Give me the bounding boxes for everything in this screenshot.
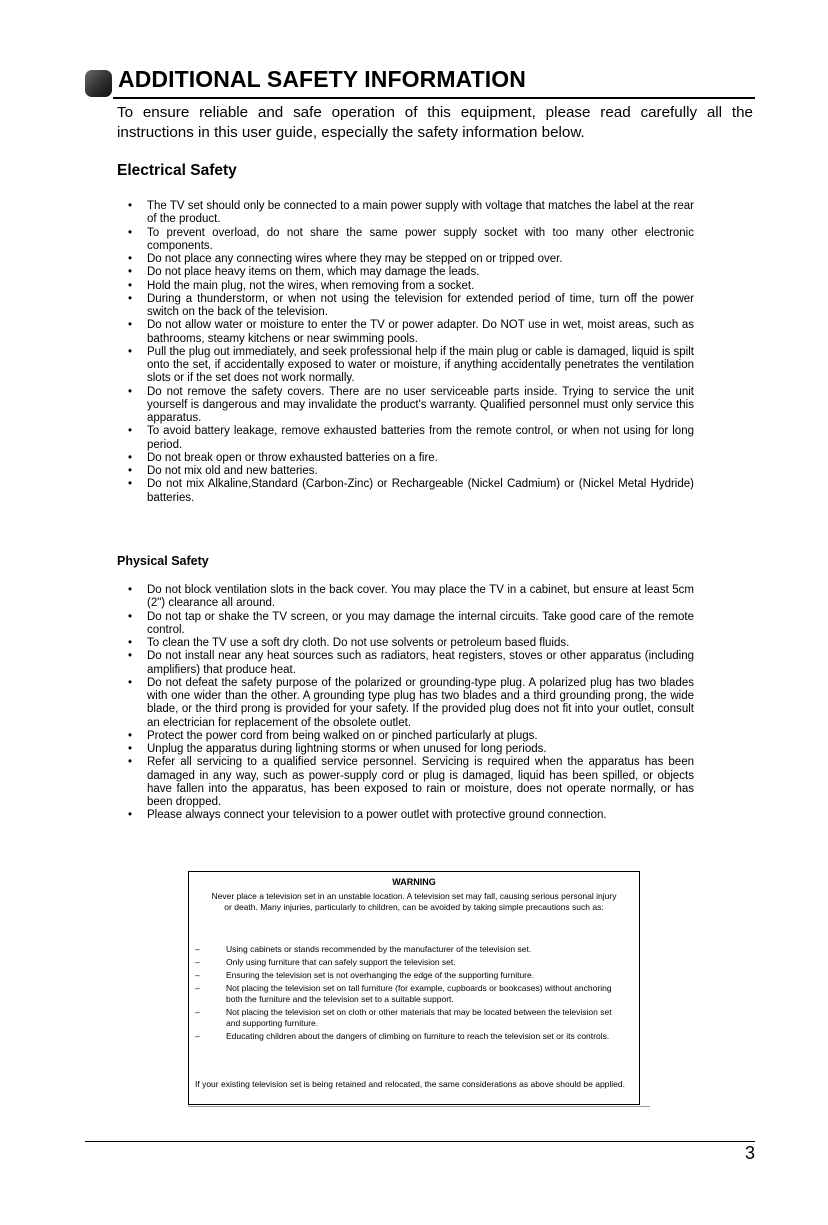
list-item: • Do not mix Alkaline,Standard (Carbon-Zinc) or Rechargeable (Nickel Cadmium) or (Nickel Metal Hydride) batteries. xyxy=(128,478,694,505)
warning-list-item: – Not placing the television set on cloth or other materials that may be located between the television set and supporting furniture. xyxy=(195,1007,625,1029)
list-item: • Do not allow water or moisture to enter the TV or power adapter. Do NOT use in wet, moist areas, such as bathrooms, steamy kitchens or near swimming pools. xyxy=(128,319,694,346)
list-item: • Do not mix old and new batteries. xyxy=(128,465,694,478)
list-item: • Do not block ventilation slots in the back cover. You may place the TV in a cabinet, but ensure at least 5cm (2") clearance all around. xyxy=(128,584,694,611)
header-rule xyxy=(113,97,755,99)
warning-footer: If your existing television set is being retained and relocated, the same considerations as above should be applied. xyxy=(195,1079,625,1089)
header-bullet-icon xyxy=(85,70,112,97)
list-item: • To prevent overload, do not share the same power supply socket with too many other electronic components. xyxy=(128,227,694,254)
warning-list-item: – Educating children about the dangers of climbing on furniture to reach the television set or its controls. xyxy=(195,1031,625,1042)
footer-rule xyxy=(85,1141,755,1142)
list-item: • Do not place any connecting wires where they may be stepped on or tripped over. xyxy=(128,253,694,266)
list-item: • To clean the TV use a soft dry cloth. Do not use solvents or petroleum based fluids. xyxy=(128,637,694,650)
list-item: • Pull the plug out immediately, and seek professional help if the main plug or cable is damaged, liquid is spilt onto the set, if accidentally exposed to water or moisture, if anything accidentally penetrates the ventilation slots or if the set does not work normally. xyxy=(128,346,694,386)
list-item: • Do not tap or shake the TV screen, or you may damage the internal circuits. Take good care of the remote control. xyxy=(128,611,694,638)
intro-paragraph: To ensure reliable and safe operation of this equipment, please read carefully all the instructions in this user guide, especially the safety information below. xyxy=(117,104,753,141)
physical-safety-list xyxy=(128,584,694,823)
list-item: • Please always connect your television to a power outlet with protective ground connection. xyxy=(128,809,694,822)
warning-title: WARNING xyxy=(392,877,436,887)
warning-list-item: – Using cabinets or stands recommended by the manufacturer of the television set. xyxy=(195,944,625,955)
list-item: • Do not remove the safety covers. There are no user serviceable parts inside. Trying to service the unit yourself is dangerous and may invalidate the product's warranty. Qualified personnel must only service this apparatus. xyxy=(128,386,694,426)
list-item: • The TV set should only be connected to a main power supply with voltage that matches the label at the rear of the product. xyxy=(128,200,694,227)
warning-list-item: – Ensuring the television set is not overhanging the edge of the supporting furniture. xyxy=(195,970,625,981)
warning-list-item: – Only using furniture that can safely support the television set. xyxy=(195,957,625,968)
list-item: • Do not break open or throw exhausted batteries on a fire. xyxy=(128,452,694,465)
list-item: • During a thunderstorm, or when not using the television for extended period of time, turn off the power switch on the back of the television. xyxy=(128,293,694,320)
list-item: • Do not defeat the safety purpose of the polarized or grounding-type plug. A polarized plug has two blades with one wider than the other. A grounding type plug has two blades and a third grounding prong, the wide blade, or the third prong is provided for your safety. If the provided plug does not fit into your outlet, consult an electrician for replacement of the obsolete outlet. xyxy=(128,677,694,730)
warning-list xyxy=(195,944,625,1044)
page-title: ADDITIONAL SAFETY INFORMATION xyxy=(118,66,526,92)
warning-text: Never place a television set in an unstable location. A television set may fall, causing serious personal injury or death. Many injuries, particularly to children, can be avoided by taking simple precautions such as: xyxy=(211,891,617,912)
warning-box xyxy=(188,871,640,1105)
list-item: • Hold the main plug, not the wires, when removing from a socket. xyxy=(128,280,694,293)
electrical-safety-list xyxy=(128,200,694,505)
electrical-safety-heading: Electrical Safety xyxy=(117,162,237,179)
list-item: • Unplug the apparatus during lightning storms or when unused for long periods. xyxy=(128,743,694,756)
divider xyxy=(188,1106,650,1107)
page-number: 3 xyxy=(744,1143,755,1163)
list-item: • To avoid battery leakage, remove exhausted batteries from the remote control, or when not using for long period. xyxy=(128,425,694,452)
section-header xyxy=(85,66,755,100)
list-item: • Do not place heavy items on them, which may damage the leads. xyxy=(128,266,694,279)
physical-safety-heading: Physical Safety xyxy=(117,554,209,568)
list-item: • Protect the power cord from being walked on or pinched particularly at plugs. xyxy=(128,730,694,743)
list-item: • Do not install near any heat sources such as radiators, heat registers, stoves or other apparatus (including amplifiers) that produce heat. xyxy=(128,650,694,677)
list-item: • Refer all servicing to a qualified service personnel. Servicing is required when the apparatus has been damaged in any way, such as power-supply cord or plug is damaged, liquid has been spilled, or objects have fallen into the apparatus, has been exposed to rain or moisture, does not operate normally, or has been dropped. xyxy=(128,756,694,809)
warning-list-item: – Not placing the television set on tall furniture (for example, cupboards or bookcases) without anchoring both the furniture and the television set to a suitable support. xyxy=(195,983,625,1005)
